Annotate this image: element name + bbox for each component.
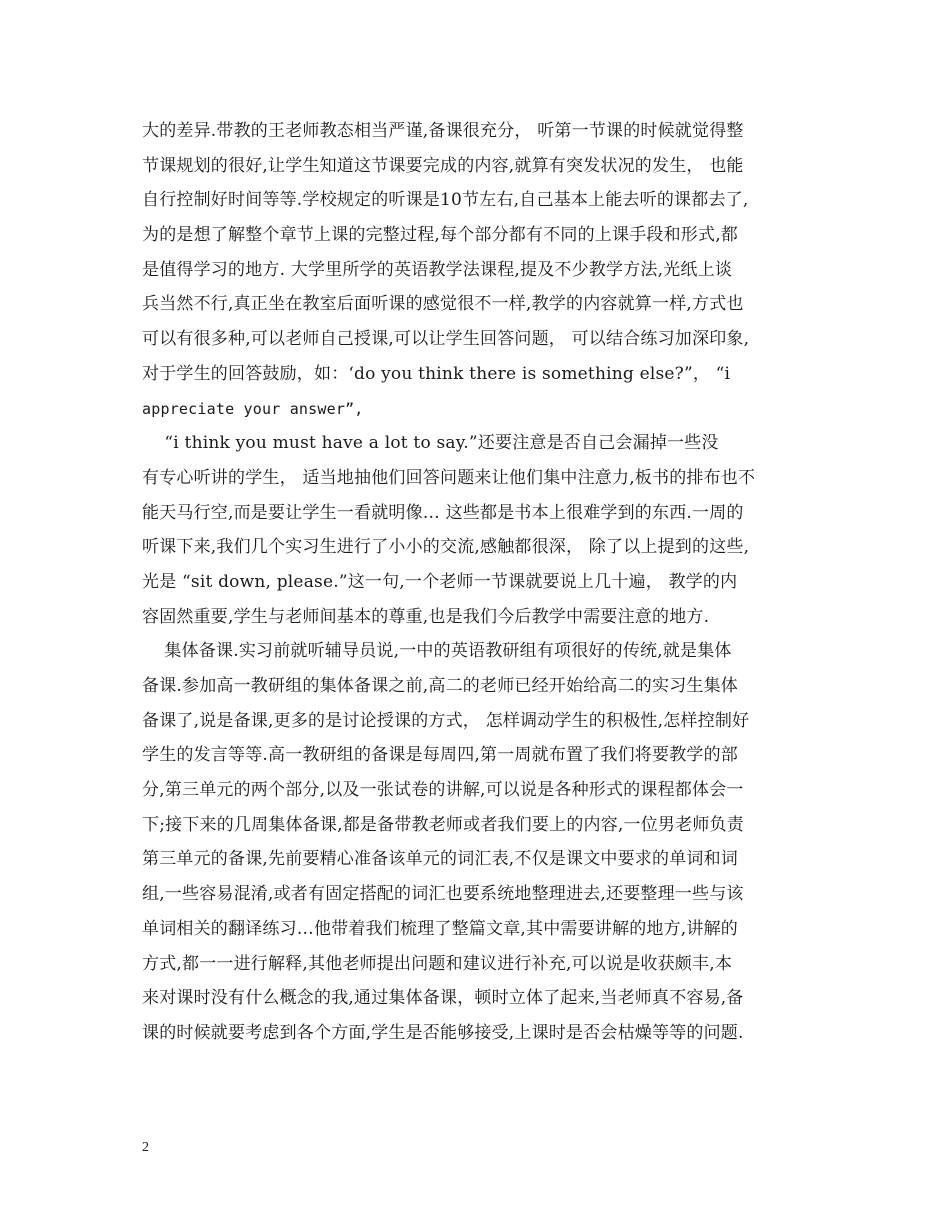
text-line: 备课了,说是备课,更多的是讨论授课的方式， 怎样调动学生的积极性,怎样控制好 [142,710,750,731]
text-line: 大的差异.带教的王老师教态相当严谨,备课很充分， 听第一节课的时候就觉得整 [142,121,744,141]
text-line: 光是 “sit down, please.”这一句,一个老师一节课就要说上几十遍， 教学的内 [142,571,738,592]
text-line: 容固然重要,学生与老师间基本的尊重,也是我们今后教学中需要注意的地方. [142,606,710,627]
text-line: 可以有很多种,可以老师自己授课,可以让学生回答问题， 可以结合练习加深印象, [142,329,750,350]
text-line: 下;接下来的几周集体备课,都是备带教老师或者我们要上的内容,一位男老师负责 [142,814,744,835]
text-line: 为的是想了解整个章节上课的完整过程,每个部分都有不同的上课手段和形式,都 [142,225,739,246]
body-text [142,114,814,1051]
text-line: 课的时候就要考虑到各个方面,学生是否能够接受,上课时是否会枯燥等等的问题. [142,1022,744,1043]
text-line: 单词相关的翻译练习…他带着我们梳理了整篇文章,其中需要讲解的地方,讲解的 [142,918,739,939]
text-line: 备课.参加高一教研组的集体备课之前,高二的老师已经开始给高二的实习生集体 [142,676,739,696]
text-line: 第三单元的备课,先前要精心准备该单元的词汇表,不仅是课文中要求的单词和词 [142,849,739,870]
text-line: 学生的发言等等.高一教研组的备课是每周四,第一周就布置了我们将要教学的部 [142,745,739,766]
text-line: “i think you must have a lot to say.”还要注意是否自己会漏掉一些没 [142,433,719,454]
text-line: 组,一些容易混淆,或者有固定搭配的词汇也要系统地整理进去,还要整理一些与该 [142,884,744,905]
text-line: 对于学生的回答鼓励，如：‘do you think there is something else?”， “i [142,363,731,384]
text-line: 集体备课.实习前就听辅导员说,一中的英语教研组有项很好的传统,就是集体 [142,641,732,662]
text-line: 有专心听讲的学生， 适当地抽他们回答问题来让他们集中注意力,板书的排布也不 [142,467,756,488]
text-line: 来对课时没有什么概念的我,通过集体备课，顿时立体了起来,当老师真不容易,备 [142,988,744,1009]
text-line: 分,第三单元的两个部分,以及一张试卷的讲解,可以说是各种形式的课程都体会一 [142,780,744,801]
text-line: 能天马行空,而是要让学生一看就明像… 这些都是书本上很难学到的东西.一周的 [142,502,744,523]
text-line: 是值得学习的地方. 大学里所学的英语教学法课程,提及不少教学方法,光纸上谈 [142,259,733,280]
text-line: 听课下来,我们几个实习生进行了小小的交流,感触都很深， 除了以上提到的这些, [142,537,750,558]
text-line: 自行控制好时间等等.学校规定的听课是10节左右,自己基本上能去听的课都去了, [142,190,749,211]
text-line: 节课规划的很好,让学生知道这节课要完成的内容,就算有突发状况的发生， 也能 [142,155,744,176]
text-line: 方式,都一一进行解释,其他老师提出问题和建议进行补充,可以说是收获颇丰,本 [142,953,733,974]
text-line: appreciate your answer”, [142,399,364,418]
text-line: 兵当然不行,真正坐在教室后面听课的感觉很不一样,教学的内容就算一样,方式也 [142,294,744,315]
page-number: 2 [142,1140,149,1155]
